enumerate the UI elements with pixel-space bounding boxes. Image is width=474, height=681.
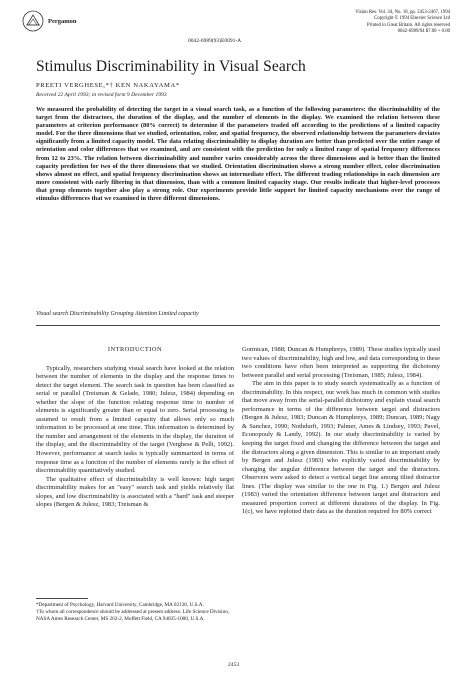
body-column-right xyxy=(242,346,440,517)
journal-line: Copyright © 1994 Elsevier Science Ltd xyxy=(374,16,450,22)
journal-line: Vision Res. Vol. 34, No. 18, pp. 2453-2467, 1994 xyxy=(355,10,450,15)
received-dates: Received 22 April 1993; in revised form 9 December 1993 xyxy=(36,92,167,98)
journal-line: Printed in Great Britain. All rights reserved xyxy=(367,22,450,28)
section-divider xyxy=(36,325,440,326)
pergamon-logo-icon xyxy=(22,10,44,32)
article-title: Stimulus Discriminability in Visual Search xyxy=(36,58,306,75)
article-authors: PREETI VERGHESE,*† KEN NAKAYAMA* xyxy=(36,82,180,89)
footnote: †To whom all correspondence should be addressed at present address: Life Science Division, NASA Ames Research Center, MS 262-2, Moffett Field, CA 94035-1000, U.S.A. xyxy=(36,608,230,622)
abstract: We measured the probability of detecting the target in a visual search task, as a function of the following parameters: the discriminability of the target from the distractors, the duration of the display, and the number of elements in the display. We examined the relation between these parameters at criterion performance (80% correct) to determine if the parameters traded off according to the predictions of a limited capacity model. For the three dimensions that we studied, orientation, color, and spatial frequency, the observed relationship between the parameters deviates significantly from a limited capacity model. The data relating discriminability to display duration are better than predicted over the entire range of orientation and color differences that we examined, and are consistent with the prediction for only a limited range of spatial frequency differences from 12 to 23%. The relation between discriminability and number varies considerably across the three dimensions and is better than the limited capacity prediction for two of the three dimensions that we studied. Orientation discrimination shows a strong number effect, color discrimination shows almost no effect, and spatial frequency discrimination shows an intermediate effect. The different trading relationships in each dimension are more consistent with early filtering in that dimension, than with a common limited capacity stage. Our results indicate that higher-level processes that group elements together also play a strong role. Our experiments provide little support for limited capacity mechanisms over the range of stimulus differences that we examined in three different dimensions. xyxy=(36,106,440,203)
publisher-name: Pergamon xyxy=(48,17,77,25)
journal-line: 0042-6989/94 $7.00 + 0.00 xyxy=(397,29,450,35)
keywords: Visual search Discriminability Grouping Attention Limited capacity xyxy=(36,311,199,317)
body-paragraph: Typically, researchers studying visual search have looked at the relation between the number of elements in the display and the response times to detect the target element. The search task in question has been classified as serial or parallel (Treisman & Gelade, 1980; Julesz, 1984) depending on whether the slope of the function relating response time to number of elements is significantly greater than or equal to zero. Serial processing is assumed to result from a limited capacity that allows only so much information to be processed at one time. This information is determined by the number and arrangement of the elements in the display, the duration of the display, and the discriminability of the target (Verghese & Pelli, 1992). However, performance at search tasks is typically summarized in terms of response time as a function of the number of elements rarely is the effect of discriminability quantitatively studied. xyxy=(36,364,234,475)
body-paragraph: Gormican, 1988; Duncan & Humphreys, 1989). These studies typically used two values of discriminability, high and low, and data corresponding to these two conditions have often been interpreted as supporting the dichotomy between parallel and serial processing (Treisman, 1985; Julesz, 1984). xyxy=(242,346,440,379)
footnote: *Department of Psychology, Harvard University, Cambridge, MA 02138, U.S.A. xyxy=(36,602,204,608)
page-number: 2453 xyxy=(228,662,240,668)
body-paragraph: The aim in this paper is to study search systematically as a function of discriminability. In this respect, our work has much in common with studies that move away from the serial-parallel dichotomy and explain visual search performance in terms of the difference between target and distractors (Bergen & Julesz, 1983; Duncan & Humphreys, 1989; Duncan, 1989; Nagy & Sanchez, 1990; Nothdurft, 1993; Palmer, Ames & Lindsey, 1993; Pavel, Econopouly & Landy, 1992). In our study discriminability is varied by keeping the target fixed and changing the difference between the target and the distractors along a given dimension. This is similar to an important study by Bergen and Julesz (1983) who explicitly varied discriminability by changing the angular difference between the target and the distractors. Observers were asked to detect a vertical target line among tilted distractor lines. (The display was similar to the one in Fig. 1.) Bergen and Julesz (1983) varied the orientation difference between target and distractors and measured proportion correct at different durations of the display. In Fig. 1(c), we have replotted their data as the duration required for 80% correct xyxy=(242,380,440,516)
body-paragraph: The qualitative effect of discriminability is well known: high target discriminability makes for an "easy" search task and yields relatively flat slopes, and low discriminability is associated with a "hard" task and steeper slopes (Bergen & Julesz, 1983; Treisman & xyxy=(36,475,234,509)
section-heading-introduction: INTRODUCTION xyxy=(107,346,163,353)
journal-citation xyxy=(300,10,450,36)
footnotes xyxy=(36,602,234,623)
footnote-divider xyxy=(36,598,88,599)
article-identifier: 0042-6989(93)E0091-A xyxy=(188,38,242,44)
publisher-header xyxy=(22,10,77,32)
body-column-left xyxy=(36,346,234,510)
